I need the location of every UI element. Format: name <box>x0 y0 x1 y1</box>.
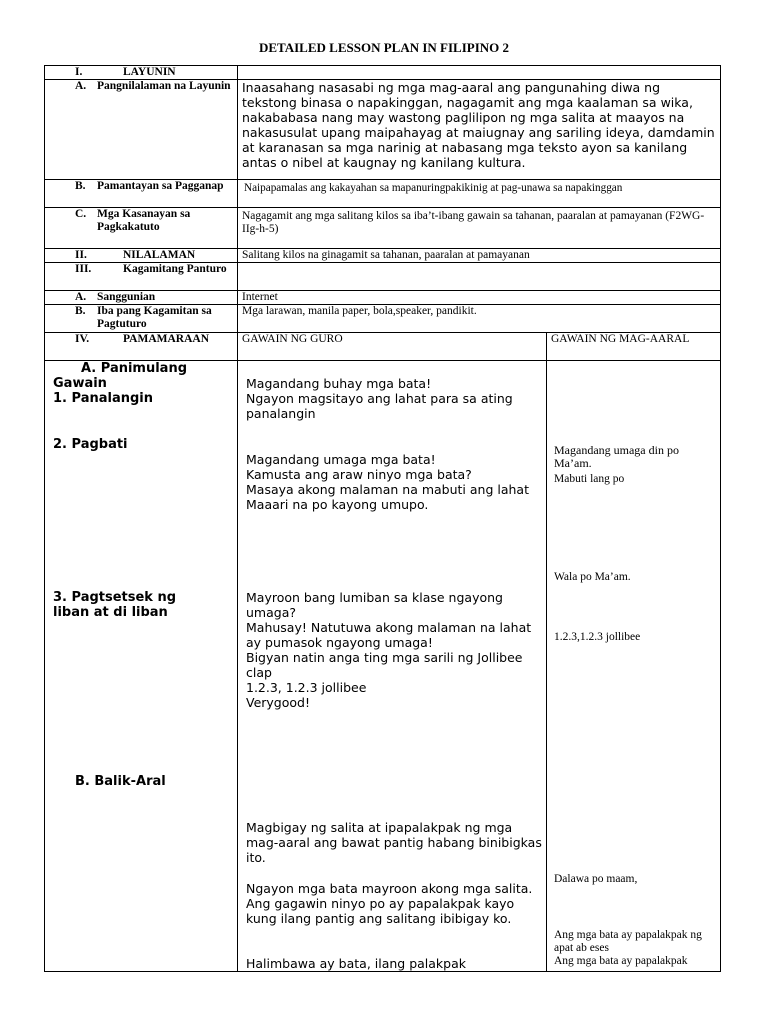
guro-pagtsetsek-text: Mayroon bang lumiban sa klase ngayong umaga? Mahusay! Natutuwa akong malaman na lahat ay pumasok ngayong umaga! Bigyan natin anga ting mga sarili ng Jollibee clap 1.2.3, 1.2.3 jollibee Verygood! <box>246 590 532 710</box>
guro-balik-aral-text-3: Halimbawa ay bata, ilang palakpak <box>246 956 467 971</box>
gawain-ng-mag-aaral-header: GAWAIN NG MAG-AARAL <box>547 333 721 361</box>
pamantayan-label: B. Pamantayan sa Pagganap <box>75 180 224 192</box>
layunin-label: I. LAYUNIN <box>75 66 176 78</box>
balik-aral-heading: B. Balik-Aral <box>75 774 166 789</box>
guro-panalangin-text: Magandang buhay mga bata! Ngayon magsitayo ang lahat para sa ating panalangin <box>246 376 513 421</box>
kasanayan-text: Nagagamit ang mga salitang kilos sa iba’t-ibang gawain sa tahanan, paaralan at pamayanan (F2WG-IIg-h-5) <box>238 208 721 249</box>
row-nilalaman <box>45 249 721 263</box>
magaaral-pagbati-2: Mabuti lang po <box>554 473 625 485</box>
pagtsetsek-heading: 3. Pagtsetsek ng liban at di liban <box>53 590 177 620</box>
magaaral-dalawa: Dalawa po maam, <box>554 873 638 885</box>
row-sanggunian <box>45 291 721 305</box>
pangnilalaman-text: Inaasahang nasasabi ng mga mag-aaral ang pangunahing diwa ng tekstong binasa o napakinggan, nagagamit ang mga kaalaman sa wika, nakababasa nang may wastong paglilipon ng mga salita at maayos na nakasusulat upang maipahayag at maiugnay ang sariling ideya, damdamin at karanasan sa mga narinig at nabasang mga teksto ayon sa kanilang antas o nibel at kaugnay ng kanilang kultura. <box>238 80 721 180</box>
row-kagamitan <box>45 263 721 291</box>
panalangin-heading: 1. Panalangin <box>53 391 153 406</box>
row-kasanayan <box>45 208 721 249</box>
gawain-ng-guro-header: GAWAIN NG GURO <box>238 333 547 361</box>
activities-col-mag-aaral <box>547 361 721 972</box>
row-layunin <box>45 66 721 80</box>
guro-balik-aral-text-2: Ngayon mga bata mayroon akong mga salita. Ang gagawin ninyo po ay papalakpak kayo kung ilang pantig ang salitang ibibigay ko. <box>246 881 533 926</box>
magaaral-wala: Wala po Ma’am. <box>554 571 631 583</box>
row-iba-pang-kagamitan <box>45 305 721 333</box>
magaaral-palakpak-2: Ang mga bata ay papalakpak <box>554 955 688 967</box>
document-title: DETAILED LESSON PLAN IN FILIPINO 2 <box>258 40 510 55</box>
activities-col-label <box>45 361 238 972</box>
pangnilalaman-label: A. Pangnilalaman na Layunin <box>75 80 231 92</box>
row-pamantayan <box>45 180 721 208</box>
kasanayan-label: C. Mga Kasanayan sa Pagkakatuto <box>75 208 191 233</box>
magaaral-palakpak-1: Ang mga bata ay papalakpak ng apat ab eses <box>554 929 702 954</box>
iba-pang-kagamitan-label: B. Iba pang Kagamitan sa Pagtuturo <box>75 305 212 330</box>
guro-pagbati-text: Magandang umaga mga bata! Kamusta ang araw ninyo mga bata? Masaya akong malaman na mabuti ang lahat Maaari na po kayong umupo. <box>246 452 529 512</box>
magaaral-pagbati-1: Magandang umaga din po Ma’am. <box>554 443 679 470</box>
pamamaraan-label: IV. PAMAMARAAN <box>75 333 210 345</box>
nilalaman-text: Salitang kilos na ginagamit sa tahanan, paaralan at pamayanan <box>238 249 721 263</box>
panimulang-gawain-heading: A. Panimulang Gawain <box>53 361 188 391</box>
nilalaman-label: II. NILALAMAN <box>75 249 196 261</box>
guro-balik-aral-text-1: Magbigay ng salita at ipapalakpak ng mga mag-aaral ang bawat pantig habang binibigkas ito. <box>246 820 542 865</box>
row-pamamaraan <box>45 333 721 361</box>
activities-col-guro <box>238 361 547 972</box>
pagbati-heading: 2. Pagbati <box>53 437 128 452</box>
sanggunian-label: A. Sanggunian <box>75 291 156 303</box>
kagamitan-label: III. Kagamitang Panturo <box>75 263 227 275</box>
row-pangnilalaman <box>45 80 721 180</box>
lesson-plan-table <box>44 65 721 972</box>
pamantayan-text: Naipapamalas ang kakayahan sa mapanuringpakikinig at pag-unawa sa napakinggan <box>238 180 721 208</box>
sanggunian-text: Internet <box>238 291 721 305</box>
row-activities <box>45 361 721 972</box>
magaaral-jollibee: 1.2.3,1.2.3 jollibee <box>554 631 641 643</box>
iba-pang-kagamitan-text: Mga larawan, manila paper, bola,speaker, pandikit. <box>238 305 721 333</box>
